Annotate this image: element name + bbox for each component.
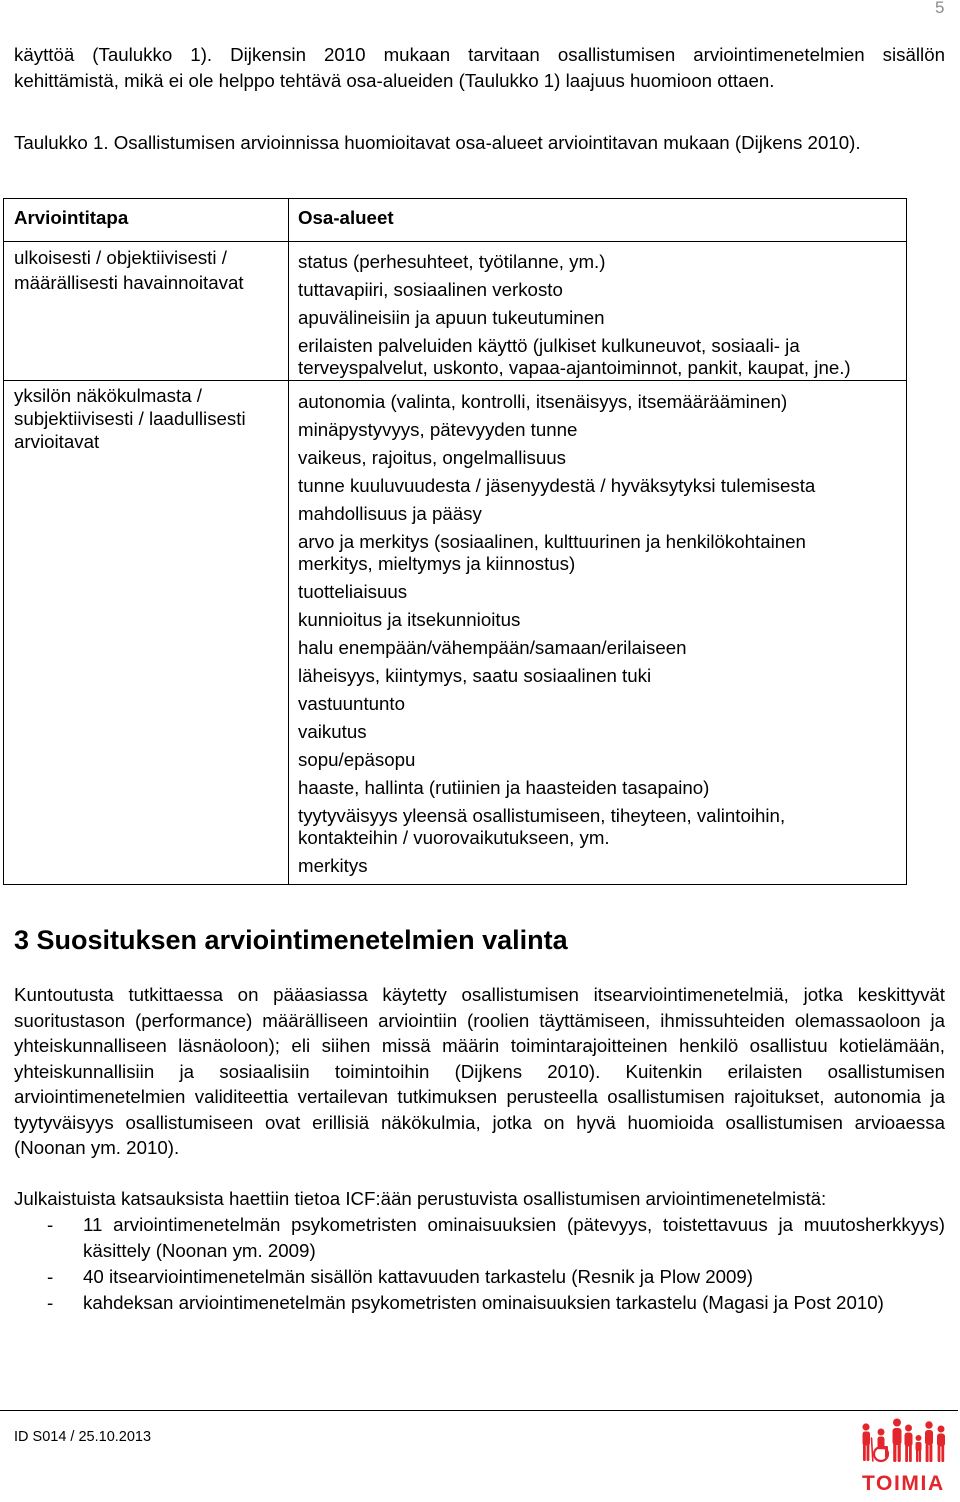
item-line: kunnioitus ja itsekunnioitus	[298, 609, 521, 630]
item-line: sopu/epäsopu	[298, 749, 416, 770]
text-line: käsittely (Noonan ym. 2009)	[83, 1240, 316, 1261]
document-id: ID S014 / 25.10.2013	[14, 1429, 152, 1445]
table-cell-areas	[289, 381, 907, 885]
list-item	[298, 805, 906, 849]
list-item-text	[83, 1212, 945, 1264]
list-item	[0, 1290, 945, 1316]
item-line: minäpystyvyys, pätevyyden tunne	[298, 419, 578, 440]
list-item	[298, 447, 906, 469]
assessment-table	[3, 198, 907, 885]
list-item	[298, 693, 906, 715]
list-item	[298, 665, 906, 687]
item-line: arvo ja merkitys (sosiaalinen, kulttuurinen ja henkilökohtainen	[298, 531, 806, 552]
item-line: kontakteihin / vuorovaikutukseen, ym.	[298, 827, 610, 848]
item-line: status (perhesuhteet, työtilanne, ym.)	[298, 251, 606, 272]
text-line: kehittämistä, mikä ei ole helppo tehtävä osa-alueiden (Taulukko 1) laajuus huomioon ottaen.	[14, 69, 775, 91]
list-item	[298, 609, 906, 631]
list-item	[298, 531, 906, 575]
item-line: autonomia (valinta, kontrolli, itsenäisyys, itsemäärääminen)	[298, 391, 788, 412]
table-caption: Taulukko 1. Osallistumisen arvioinnissa huomioitavat osa-alueet arviointitavan mukaan (Dijkens 2010).	[14, 132, 861, 153]
item-line: tuotteliaisuus	[298, 581, 408, 602]
people-pictogram-icon	[860, 1417, 948, 1463]
item-line: mahdollisuus ja pääsy	[298, 503, 482, 524]
list-item	[298, 721, 906, 743]
intro-paragraph	[14, 42, 945, 93]
page-number: 5	[935, 0, 945, 17]
list-item	[298, 335, 906, 379]
cell-line: subjektiivisesti / laadullisesti	[14, 408, 246, 429]
text-line: (Noonan ym. 2010).	[14, 1137, 180, 1158]
list-item	[298, 749, 906, 771]
table-header-method: Arviointitapa	[4, 199, 289, 242]
section-paragraph	[14, 982, 945, 1161]
table-cell-areas	[289, 242, 907, 381]
list-item	[0, 1264, 945, 1290]
item-line: terveyspalvelut, uskonto, vapaa-ajantoiminnot, pankit, kaupat, jne.)	[298, 357, 851, 378]
list-item	[298, 475, 906, 497]
text-line: yhteiskunnallisiin ja sosiaalisiin toimintoihin (Dijkens 2010). Kuitenkin erilaisten osallistumisen	[14, 1060, 945, 1082]
item-line: merkitys, mieltymys ja kiinnostus)	[298, 553, 576, 574]
text-line: arviointimenetelmien validiteettia vertailevan tutkimuksen perusteella osallistumisen rajoitukset, autonomia ja	[14, 1086, 945, 1107]
item-line: apuvälineisiin ja apuun tukeutuminen	[298, 307, 605, 328]
review-list	[0, 1212, 945, 1316]
item-line: läheisyys, kiintymys, saatu sosiaalinen tuki	[298, 665, 652, 686]
list-item	[298, 637, 906, 659]
table-header-areas: Osa-alueet	[289, 199, 907, 242]
text-line: käyttöä (Taulukko 1). Dijkensin 2010 mukaan tarvitaan osallistumisen arviointimenetelmien sisällön	[14, 44, 945, 65]
table-cell-method	[4, 381, 289, 885]
cell-line: määrällisesti havainnoitavat	[14, 272, 244, 293]
logo-wordmark: TOIMIA	[862, 1472, 945, 1495]
text-line: 40 itsearviointimenetelmän sisällön kattavuuden tarkastelu (Resnik ja Plow 2009)	[83, 1266, 753, 1287]
list-item	[298, 419, 906, 441]
item-line: vaikeus, rajoitus, ongelmallisuus	[298, 447, 566, 468]
item-line: tunne kuuluvuudesta / jäsenyydestä / hyväksytyksi tulemisesta	[298, 475, 816, 496]
cell-line: ulkoisesti / objektiivisesti /	[14, 247, 227, 268]
list-marker: -	[47, 1266, 54, 1287]
text-line: 11 arviointimenetelmän psykometristen ominaisuuksien (pätevyys, toistettavuus ja muutosherkkyys)	[83, 1214, 945, 1235]
item-line: tyytyväisyys yleensä osallistumiseen, tiheyteen, valintoihin,	[298, 805, 786, 826]
item-line: merkitys	[298, 855, 368, 876]
cell-line: arvioitavat	[14, 431, 100, 452]
item-line: tuttavapiiri, sosiaalinen verkosto	[298, 279, 563, 300]
footer-divider	[0, 1410, 958, 1411]
list-marker: -	[47, 1214, 54, 1235]
list-item	[298, 581, 906, 603]
list-item	[298, 279, 906, 301]
list-item	[298, 391, 906, 413]
list-intro: Julkaistuista katsauksista haettiin tietoa ICF:ään perustuvista osallistumisen arviointimenetelmistä:	[14, 1188, 827, 1209]
list-item	[298, 777, 906, 799]
item-line: erilaisten palveluiden käyttö (julkiset kulkuneuvot, sosiaali- ja	[298, 335, 800, 356]
list-item	[298, 855, 906, 877]
section-heading: 3 Suosituksen arviointimenetelmien valinta	[14, 925, 568, 955]
list-item-text	[83, 1290, 945, 1316]
table-cell-method	[4, 242, 289, 381]
text-line: kahdeksan arviointimenetelmän psykometristen ominaisuuksien tarkastelu (Magasi ja Post 2010)	[83, 1292, 884, 1313]
list-item	[0, 1212, 945, 1264]
text-line: Kuntoutusta tutkittaessa on pääasiassa käytetty osallistumisen itsearviointimenetelmiä, jotka keskittyvät	[14, 984, 945, 1005]
list-marker: -	[47, 1292, 54, 1313]
item-line: vastuuntunto	[298, 693, 406, 714]
list-item	[298, 307, 906, 329]
item-line: haaste, hallinta (rutiinien ja haasteiden tasapaino)	[298, 777, 710, 798]
text-line: yhteiskunnalliseen läsnäoloon); eli siihen missä määrin toimintarajoitteinen henkilö osallistuu kotielämään,	[14, 1035, 945, 1056]
list-item	[298, 503, 906, 525]
item-line: vaikutus	[298, 721, 367, 742]
list-item-text	[83, 1264, 945, 1290]
list-item	[298, 251, 906, 273]
text-line: suoritustason (performance) määrälliseen arviointiin (roolien täyttämiseen, ihmissuhteiden olemassaoloon ja	[14, 1009, 945, 1031]
cell-line: yksilön näkökulmasta /	[14, 385, 202, 406]
text-line: tyytyväisyys osallistumiseen ovat erillisiä näkökulmia, jotka on hyvä huomioida osallistumisen arvioaessa	[14, 1111, 945, 1133]
item-line: halu enempään/vähempään/samaan/erilaiseen	[298, 637, 687, 658]
